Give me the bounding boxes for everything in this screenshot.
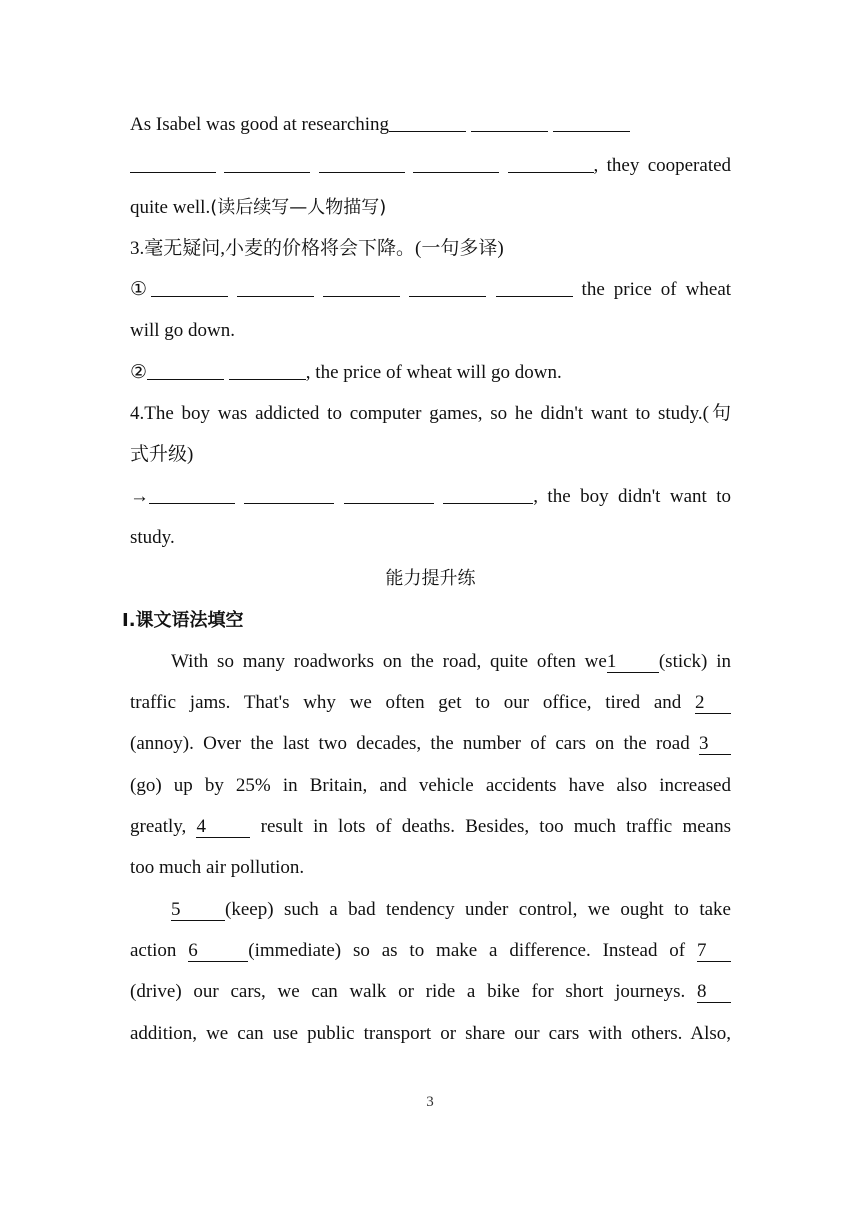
- passage-text: addition, we can use public transport or share our cars with others. Also,: [130, 1022, 731, 1044]
- passage-line: [130, 723, 731, 764]
- passage-text: traffic jams. That's why we often get to our office, tired and: [130, 692, 695, 714]
- sentence-line: [130, 434, 731, 475]
- answer-blank-5[interactable]: 5: [171, 900, 225, 921]
- answer-blank[interactable]: [413, 152, 499, 173]
- sentence-text: quite well.: [130, 196, 211, 218]
- passage-text: (annoy). Over the last two decades, the number of cars on the road: [130, 733, 699, 755]
- answer-blank[interactable]: [229, 359, 306, 380]
- passage-text: (go) up by 25% in Britain, and vehicle accidents have also increased: [130, 774, 731, 796]
- answer-blank[interactable]: [130, 152, 216, 173]
- answer-blank-7[interactable]: 7: [697, 941, 731, 962]
- question-heading: [130, 228, 731, 269]
- passage-text: action: [130, 939, 189, 961]
- sentence-text: , the boy didn't want to: [533, 485, 732, 507]
- answer-blank[interactable]: [319, 152, 405, 173]
- answer-blank[interactable]: [409, 276, 486, 297]
- answer-blank[interactable]: [151, 276, 228, 297]
- sentence-text: will go down.: [130, 320, 236, 342]
- sentence-line: [130, 476, 731, 517]
- answer-blank[interactable]: [553, 111, 630, 132]
- passage-text: (stick) in: [658, 650, 731, 672]
- passage-line: [130, 641, 731, 682]
- circled-number: ②: [130, 361, 148, 383]
- answer-blank[interactable]: [149, 483, 235, 504]
- question-text: 3.毫无疑问,小麦的价格将会下降。(一句多译): [130, 237, 504, 259]
- passage-line: [130, 682, 731, 723]
- answer-blank[interactable]: [224, 152, 310, 173]
- answer-blank-2[interactable]: 2: [695, 693, 731, 714]
- question-text: 4.The boy was addicted to computer games, so he didn't want to study.(句: [130, 403, 731, 425]
- answer-blank[interactable]: [496, 276, 573, 297]
- answer-blank[interactable]: [237, 276, 314, 297]
- sentence-line: [130, 104, 731, 145]
- question-heading: [130, 393, 731, 434]
- passage-line: [130, 930, 731, 971]
- answer-blank[interactable]: [147, 359, 224, 380]
- answer-blank[interactable]: [344, 483, 434, 504]
- sentence-text: study.: [130, 526, 175, 548]
- answer-blank[interactable]: [443, 483, 533, 504]
- passage-text: greatly,: [130, 816, 197, 838]
- sentence-line: [130, 310, 731, 351]
- answer-blank-1[interactable]: 1: [607, 652, 659, 673]
- answer-blank-3[interactable]: 3: [699, 734, 731, 755]
- passage-line: [130, 847, 731, 888]
- answer-blank[interactable]: [244, 483, 334, 504]
- worksheet-page: [122, 104, 732, 1054]
- task-type-note: (读后续写—人物描写): [210, 196, 387, 218]
- answer-blank[interactable]: [471, 111, 548, 132]
- arrow-prefix: →: [130, 485, 149, 507]
- sentence-line: [130, 269, 731, 310]
- section-subtitle: Ⅰ.课文语法填空: [122, 609, 244, 631]
- passage-text: (keep) such a bad tendency under control, we ought to take: [225, 898, 731, 920]
- passage-line: [130, 1013, 731, 1054]
- passage-text: result in lots of deaths. Besides, too much traffic means: [250, 816, 731, 838]
- answer-blank[interactable]: [508, 152, 594, 173]
- passage-line: [130, 806, 731, 847]
- answer-blank-8[interactable]: 8: [697, 982, 731, 1003]
- sentence-line: [130, 145, 731, 186]
- passage-line: [130, 971, 731, 1012]
- passage-text: With so many roadworks on the road, quite often we: [171, 650, 607, 672]
- passage-line: [130, 889, 731, 930]
- sentence-text: 式升级): [130, 444, 194, 466]
- passage-line: [130, 765, 731, 806]
- answer-blank-6[interactable]: 6: [188, 941, 248, 962]
- answer-blank[interactable]: [323, 276, 400, 297]
- answer-blank[interactable]: [389, 111, 466, 132]
- sentence-text: , the price of wheat will go down.: [305, 361, 562, 383]
- section-title: 能力提升练: [385, 568, 476, 590]
- sentence-line: [130, 517, 731, 558]
- passage-text: (drive) our cars, we can walk or ride a bike for short journeys.: [130, 981, 697, 1003]
- passage-text: too much air pollution.: [130, 857, 305, 879]
- page-number: 3: [426, 1094, 434, 1110]
- answer-blank-4[interactable]: 4: [196, 817, 250, 838]
- passage-text: (immediate) so as to make a difference. Instead of: [248, 939, 697, 961]
- sentence-text: the price of wheat: [572, 279, 732, 301]
- sentence-line: [130, 187, 731, 228]
- sentence-text: As Isabel was good at researching: [130, 114, 390, 135]
- sentence-text: , they cooperated: [593, 155, 732, 177]
- sentence-line: [130, 352, 731, 393]
- circled-number: ①: [130, 279, 152, 301]
